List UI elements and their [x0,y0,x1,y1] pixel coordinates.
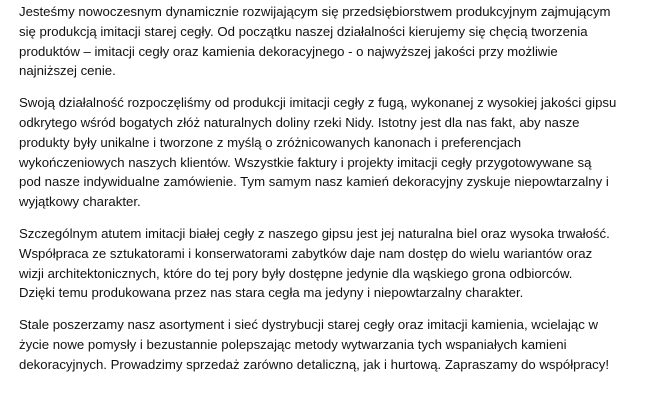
text-line: wizji architektonicznych, które do tej pory były dostępne jedynie dla wąskiego grona odbiorców. [19,265,573,281]
text-line: wykończeniowych naszych klientów. Wszystkie faktury i projekty imitacji cegły przygotowywane są [19,154,592,170]
document-body [19,2,641,387]
text-line: Współpraca ze sztukatorami i konserwatorami zabytków daje nam dostęp do wielu wariantów oraz [19,245,593,261]
text-line: produktów – imitacji cegły oraz kamienia dekoracyjnego - o najwyższej jakości przy możliwie [19,43,558,59]
text-line: Swoją działalność rozpoczęliśmy od produkcji imitacji cegły z fugą, wykonanej z wysokiej jakości gipsu [19,95,617,111]
text-line: dekoracyjnych. Prowadzimy sprzedaż zarówno detaliczną, jak i hurtową. Zapraszamy do współpracy! [19,356,610,372]
text-line: Dzięki temu produkowana przez nas stara cegła ma jedyny i niepowtarzalny charakter. [19,285,524,301]
text-line: Szczególnym atutem imitacji białej cegły z naszego gipsu jest jej naturalna biel oraz wysoka trwałość. [19,225,610,241]
text-line: wyjątkowy charakter. [19,194,141,210]
paragraph-history [19,93,641,212]
text-line: odkrytego wśród bogatych złóż naturalnych doliny rzeki Nidy. Istotny jest dla nas fakt, aby nasze [19,114,580,130]
paragraph-offer [19,315,641,374]
text-line: Jesteśmy nowoczesnym dynamicznie rozwijającym się przedsiębiorstwem produkcyjnym zajmującym [19,4,611,19]
text-line: życie nowe pomysły i bezustannie polepszając metody wytwarzania tych wspaniałych kamieni [19,336,567,352]
text-line: produkty były unikalne i tworzone z myślą o zróżnicowanych kanonach i preferencjach [19,134,522,150]
paragraph-intro [19,2,641,81]
text-line: pod nasze indywidualne zamówienie. Tym samym nasz kamień dekoracyjny zyskuje niepowtarzalny i [19,174,609,190]
text-line: najniższej cenie. [19,63,116,79]
text-line: się produkcją imitacji starej cegły. Od początku naszej działalności kierujemy się chęcią tworzenia [19,23,588,39]
paragraph-advantages [19,224,641,303]
text-line: Stale poszerzamy nasz asortyment i sieć dystrybucji starej cegły oraz imitacji kamienia, wcielając w [19,317,598,333]
